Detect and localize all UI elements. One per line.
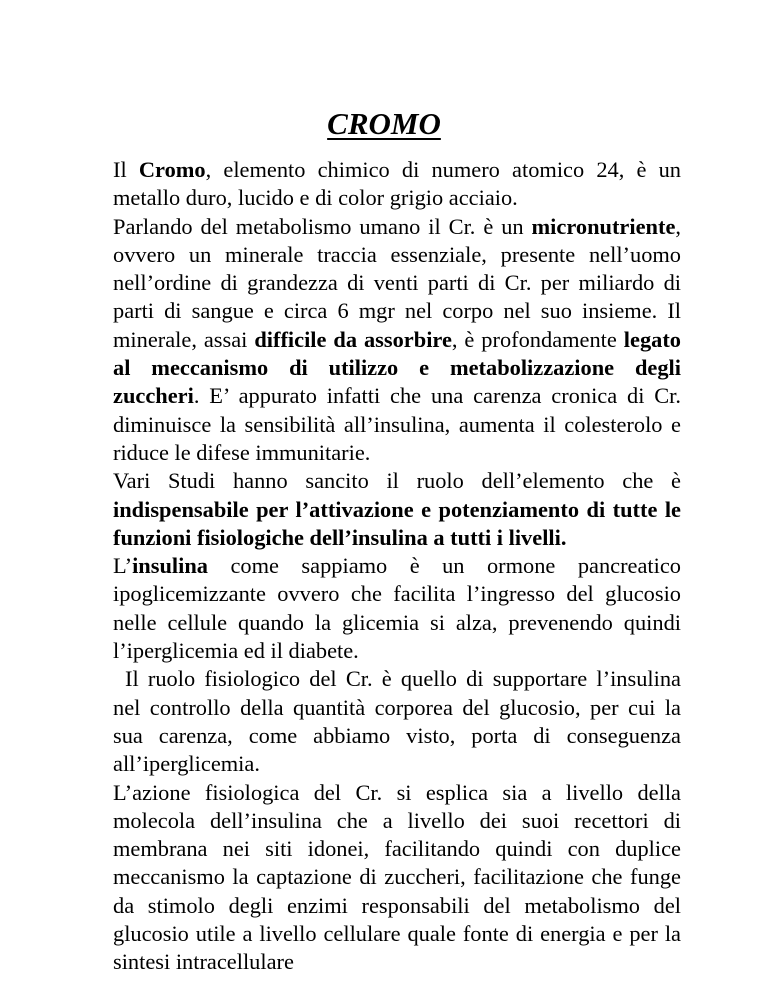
text-run: , è profondamente bbox=[451, 326, 624, 352]
text-run: Vari Studi hanno sancito il ruolo dell’elemento che è bbox=[113, 468, 681, 494]
paragraph-2 bbox=[113, 213, 681, 468]
text-run: , ovvero un minerale traccia essenziale, presente nell’uomo nell’ordine di grandezza di venti parti di Cr. per miliardo di parti di sangue e circa 6 mgr nel corpo nel suo insieme. Il minerale, assai bbox=[113, 213, 681, 352]
bold-run: insulina bbox=[132, 553, 209, 579]
text-run: L’ bbox=[113, 553, 133, 579]
text-run: Il bbox=[113, 157, 139, 182]
text-run: Il ruolo fisiologico del Cr. è quello di supportare l’insulina nel controllo della quantità corporea del glucosio, per cui la sua carenza, come abbiamo visto, porta di conseguenza all’iperglicemia. bbox=[113, 666, 681, 777]
document-body bbox=[113, 156, 681, 977]
text-run: L’azione fisiologica del Cr. si esplica sia a livello della molecola dell’insulina che a livello dei suoi recettori di membrana nei siti idonei, facilitando quindi con duplice meccanismo la captazione di zuccheri, facilitazione che funge da stimolo degli enzimi responsabili del metabolismo del glucosio utile a livello cellulare quale fonte di energia e per la sintesi intracellulare bbox=[113, 779, 681, 975]
bold-run: legato al meccanismo di utilizzo e metabolizzazione degli zuccheri bbox=[113, 326, 681, 409]
bold-run: difficile da assorbire bbox=[254, 326, 452, 352]
paragraph-1 bbox=[113, 156, 681, 213]
text-run: Parlando del metabolismo umano il Cr. è un bbox=[113, 213, 532, 239]
page-title: CROMO bbox=[327, 106, 441, 141]
paragraph-4 bbox=[113, 552, 681, 665]
paragraph-6 bbox=[113, 779, 681, 977]
paragraph-5 bbox=[113, 665, 681, 778]
text-run: , elemento chimico di numero atomico 24, è un metallo duro, lucido e di color grigio acciaio. bbox=[113, 157, 681, 211]
text-run: . E’ appurato infatti che una carenza cronica di Cr. diminuisce la sensibilità all’insulina, aumenta il colesterolo e riduce le difese immunitarie. bbox=[113, 383, 681, 465]
bold-run: Cromo bbox=[138, 157, 206, 182]
text-run: come sappiamo è un ormone pancreatico ipoglicemizzante ovvero che facilita l’ingresso del glucosio nelle cellule quando la glicemia si alza, prevenendo quindi l’iperglicemia ed il diabete. bbox=[113, 553, 681, 664]
bold-run: micronutriente bbox=[531, 213, 676, 239]
paragraph-3 bbox=[113, 467, 681, 552]
bold-run: indispensabile per l’attivazione e potenziamento di tutte le funzioni fisiologiche dell’insulina a tutti i livelli. bbox=[113, 496, 681, 550]
